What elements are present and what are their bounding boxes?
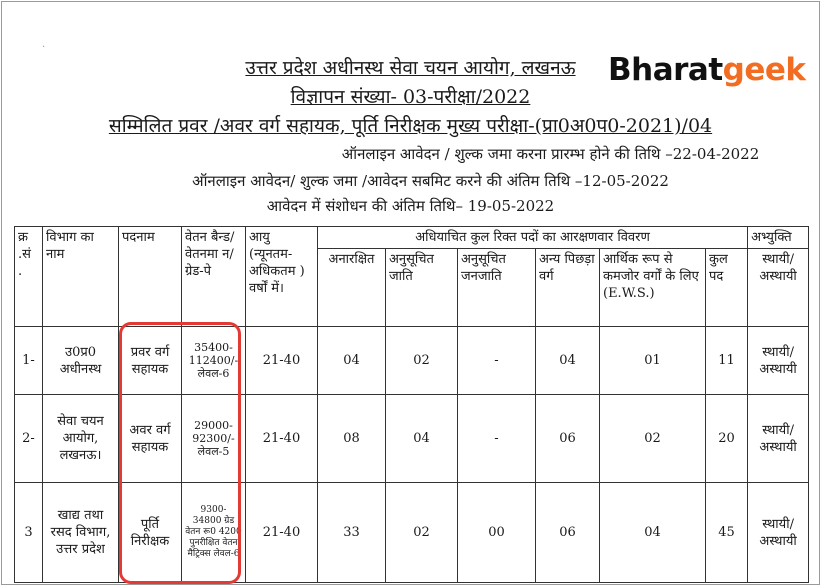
row-total: 20 [706,395,748,483]
advertisement-number: विज्ञापन संख्या- 03-परीक्षा/2022 [290,86,531,108]
scan-speck: · [42,42,46,53]
row-remarks: स्थायी/ अस्थायी [748,327,809,395]
row-post: अवर वर्ग सहायक [119,395,182,483]
row-age: 21-40 [246,483,318,583]
row-post: पूर्ति निरीक्षक [119,483,182,583]
row-obc: 04 [536,327,600,395]
correction-last-date: आवेदन में संशोधन की अंतिम तिथि– 19-05-2022 [266,197,555,215]
header-unreserved: अनारक्षित [318,249,386,327]
header-sc: अनुसूचित जाति [386,249,458,327]
row-remarks: स्थायी/ अस्थायी [748,483,809,583]
header-ews: आर्थिक रूप से कमजोर वर्गों के लिए (E.W.S.) [600,249,706,327]
header-st: अनुसूचित जनजाति [458,249,536,327]
row-ews: 01 [600,327,706,395]
logo-part-1: Bharat [608,52,723,88]
header-total: कुल पद [706,249,748,327]
row-sc: 02 [386,483,458,583]
highlight-box [119,322,241,584]
row-st: 00 [458,483,536,583]
header-dept: विभाग का नाम [43,227,119,327]
row-age: 21-40 [246,395,318,483]
row-remarks: स्थायी/ अस्थायी [748,395,809,483]
logo-part-2: geek [722,52,806,88]
row-dept: उ0प्र0 अधीनस्थ [43,327,119,395]
row-obc: 06 [536,483,600,583]
header-remarks: अभ्युक्ति [748,227,809,249]
row-dept: सेवा चयन आयोग, लखनऊ। [43,395,119,483]
row-sc: 02 [386,327,458,395]
row-pay: 9300- 34800 ग्रेड वेतन रू0 4200 पुनरीक्षित वेतन मैट्रिक्स लेवल-6 [182,483,246,583]
row-post: प्रवर वर्ग सहायक [119,327,182,395]
row-st: - [458,395,536,483]
row-obc: 06 [536,395,600,483]
application-end-date: ऑनलाइन आवेदन/ शुल्क जमा /आवेदन सबमिट करने की अंतिम तिथि –12-05-2022 [192,172,669,190]
row-pay: 29000- 92300/- लेवल-5 [182,395,246,483]
row-sno: 3 [15,483,43,583]
row-sno: 1- [15,327,43,395]
header-obc: अन्य पिछड़ा वर्ग [536,249,600,327]
row-total: 45 [706,483,748,583]
bharatgeek-logo [608,52,806,88]
header-remarks-sub: स्थायी/ अस्थायी [748,249,809,327]
row-unreserved: 08 [318,395,386,483]
row-pay: 35400- 112400/- लेवल-6 [182,327,246,395]
row-ews: 04 [600,483,706,583]
header-age: आयु (न्यूनतम- अधिकतम ) वर्षों में। [246,227,318,327]
application-start-date: ऑनलाइन आवेदन / शुल्क जमा करना प्रारम्भ होने की तिथि –22-04-2022 [341,145,760,163]
row-sno: 2- [15,395,43,483]
row-sc: 04 [386,395,458,483]
row-dept: खाद्य तथा रसद विभाग, उत्तर प्रदेश [43,483,119,583]
row-ews: 02 [600,395,706,483]
header-pay: वेतन बैन्ड/ वेतनमा न/ग्रेड-पे [182,227,246,327]
row-unreserved: 04 [318,327,386,395]
row-age: 21-40 [246,327,318,395]
table-header-row [15,227,809,249]
notice-header [2,2,819,224]
row-unreserved: 33 [318,483,386,583]
row-total: 11 [706,327,748,395]
exam-title: सम्मिलित प्रवर /अवर वर्ग सहायक, पूर्ति निरीक्षक मुख्य परीक्षा-(प्रा0अ0प0-2021)/04 [108,115,713,137]
header-sno: क्र .सं . [15,227,43,327]
notice-document [1,1,820,585]
header-post: पदनाम [119,227,182,327]
row-st: - [458,327,536,395]
header-reservation: अधियाचित कुल रिक्त पदों का आरक्षणवार विवरण [318,227,748,249]
org-title: उत्तर प्रदेश अधीनस्थ सेवा चयन आयोग, लखनऊ [245,57,576,79]
